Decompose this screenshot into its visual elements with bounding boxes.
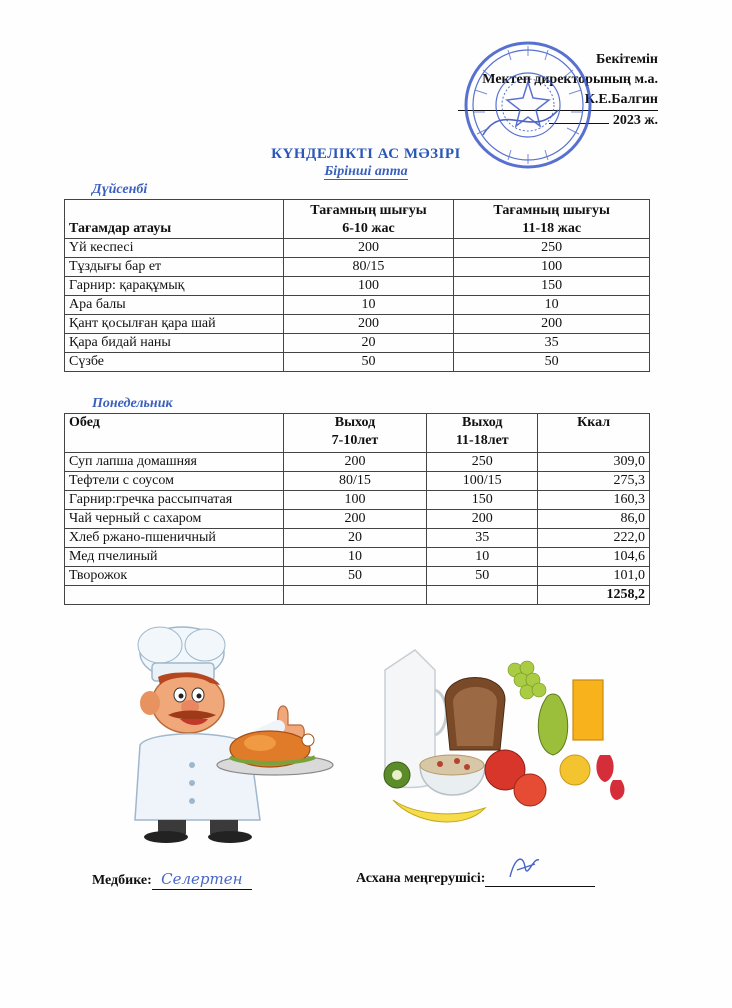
chef-illustration-icon (110, 615, 340, 845)
kcal: 222,0 (538, 529, 650, 548)
day-label-russian: Понедельник (92, 396, 173, 411)
kcal: 86,0 (538, 510, 650, 529)
portion-11-18: 250 (454, 239, 650, 258)
portion-7-10: 50 (283, 567, 427, 586)
dish-name: Суп лапша домашняя (65, 453, 284, 472)
russian-menu-table (64, 413, 650, 605)
portion-11-18: 100 (454, 258, 650, 277)
portion-11-18: 10 (454, 296, 650, 315)
table-row (65, 353, 650, 372)
column-header: Тағамның шығуы 6-10 жас (283, 200, 454, 239)
portion-11-18: 35 (427, 529, 538, 548)
page-title: КҮНДЕЛІКТІ АС МӘЗІРІ (271, 146, 461, 162)
portion-11-18: 150 (454, 277, 650, 296)
nurse-signature: Селертен (161, 870, 243, 888)
page-subtitle: Бірінші апта (324, 164, 408, 179)
table-row (65, 239, 650, 258)
portion-7-10: 80/15 (283, 472, 427, 491)
portion-11-18: 100/15 (427, 472, 538, 491)
table-row (65, 277, 650, 296)
column-header: Ккал (538, 414, 650, 453)
canteen-label: Асхана меңгерушісі: (356, 871, 486, 886)
portion-11-18: 50 (454, 353, 650, 372)
portion-6-10: 200 (283, 315, 454, 334)
canteen-signature-icon (505, 852, 545, 882)
dish-name: Гарнир:гречка рассыпчатая (65, 491, 284, 510)
dish-name: Творожок (65, 567, 284, 586)
day-label-kazakh: Дүйсенбі (92, 182, 148, 197)
dish-name: Қара бидай наны (65, 334, 284, 353)
portion-11-18: 250 (427, 453, 538, 472)
dish-name: Мед пчелиный (65, 548, 284, 567)
portion-7-10: 100 (283, 491, 427, 510)
portion-6-10: 200 (283, 239, 454, 258)
portion-6-10: 80/15 (283, 258, 454, 277)
table-row (65, 529, 650, 548)
portion-6-10: 50 (283, 353, 454, 372)
healthy-food-illustration-icon (375, 640, 635, 840)
table-row (65, 567, 650, 586)
portion-11-18: 10 (427, 548, 538, 567)
kazakh-menu-table (64, 199, 650, 372)
kcal: 101,0 (538, 567, 650, 586)
portion-11-18: 50 (427, 567, 538, 586)
table-row (65, 491, 650, 510)
dish-name: Гарнир: қарақұмық (65, 277, 284, 296)
dish-name: Үй кеспесі (65, 239, 284, 258)
kcal: 309,0 (538, 453, 650, 472)
kcal-total: 1258,2 (538, 586, 650, 605)
dish-name: Қант қосылған қара шай (65, 315, 284, 334)
column-header: Обед (65, 414, 284, 453)
table-total-row (65, 586, 650, 605)
column-header: Выход 7-10лет (283, 414, 427, 453)
portion-7-10: 10 (283, 548, 427, 567)
portion-11-18: 150 (427, 491, 538, 510)
portion-11-18: 200 (427, 510, 538, 529)
kcal: 160,3 (538, 491, 650, 510)
approval-name: К.Е.Балгин (458, 90, 658, 111)
kcal: 275,3 (538, 472, 650, 491)
portion-6-10: 100 (283, 277, 454, 296)
column-header: Тағамдар атауы (65, 200, 284, 239)
portion-6-10: 20 (283, 334, 454, 353)
kcal: 104,6 (538, 548, 650, 567)
table-row (65, 296, 650, 315)
dish-name: Сүзбе (65, 353, 284, 372)
table-row (65, 510, 650, 529)
dish-name: Чай черный с сахаром (65, 510, 284, 529)
nurse-signature-line (92, 870, 252, 890)
canteen-signature-line (356, 870, 595, 887)
portion-7-10: 20 (283, 529, 427, 548)
dish-name: Ара балы (65, 296, 284, 315)
portion-7-10: 200 (283, 510, 427, 529)
column-header: Выход 11-18лет (427, 414, 538, 453)
approval-date: 2023 ж. (612, 113, 658, 128)
nurse-label: Медбике: (92, 873, 152, 888)
table-row (65, 472, 650, 491)
dish-name: Тұздығы бар ет (65, 258, 284, 277)
dish-name: Тефтели с соусом (65, 472, 284, 491)
table-header-row (65, 200, 650, 239)
portion-11-18: 35 (454, 334, 650, 353)
table-row (65, 258, 650, 277)
dish-name: Хлеб ржано-пшеничный (65, 529, 284, 548)
table-row (65, 548, 650, 567)
approval-title: Бекітемін (595, 52, 658, 67)
table-row (65, 315, 650, 334)
portion-6-10: 10 (283, 296, 454, 315)
portion-7-10: 200 (283, 453, 427, 472)
portion-11-18: 200 (454, 315, 650, 334)
table-row (65, 453, 650, 472)
table-header-row (65, 414, 650, 453)
approval-position: Мектеп директорының м.а. (482, 72, 658, 87)
table-row (65, 334, 650, 353)
column-header: Тағамның шығуы 11-18 жас (454, 200, 650, 239)
